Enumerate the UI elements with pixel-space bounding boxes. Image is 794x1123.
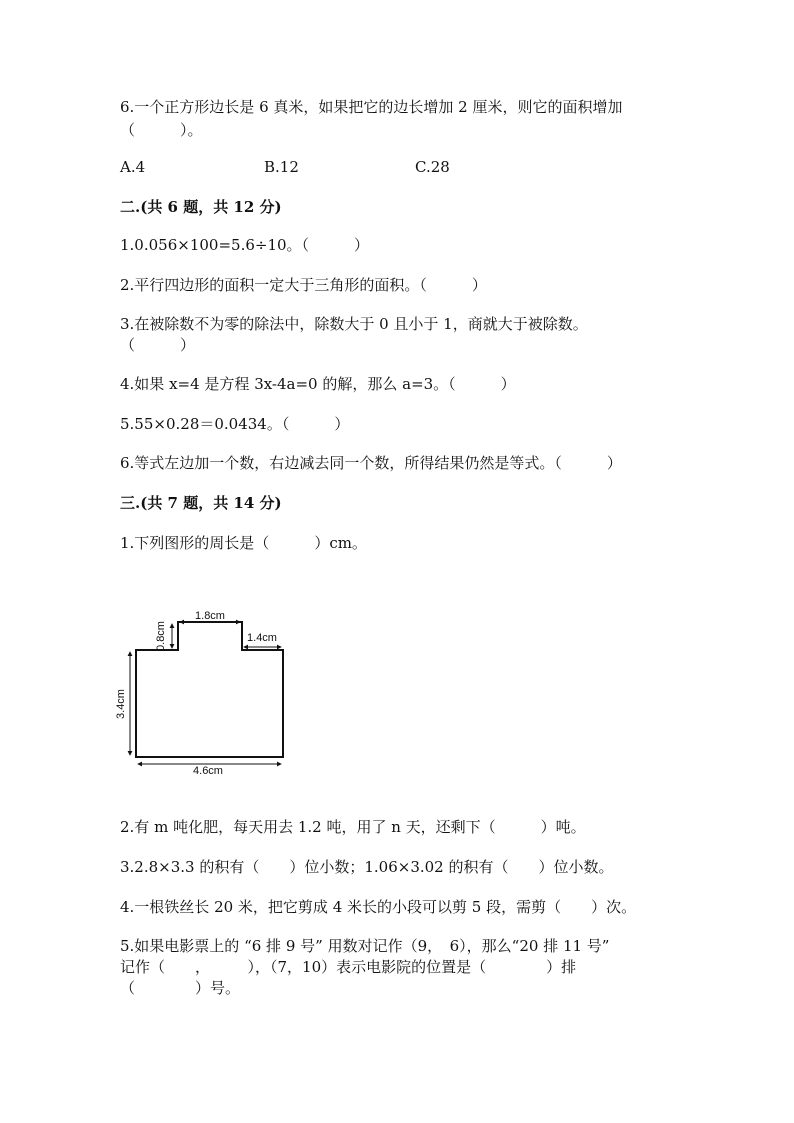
section-3-question-5-line3: （ ）号。 [120,979,241,997]
label-right: 1.4cm [247,632,277,644]
choice-b: B.12 [264,158,299,176]
label-left: 3.4cm [115,689,127,719]
perimeter-figure [110,600,300,780]
section-3-question-5-line1: 5.如果电影票上的 “6 排 9 号” 用数对记作（9， 6），那么“20 排 11 号” [120,937,610,955]
label-bottom: 4.6cm [193,765,223,777]
section-2-item-4: 4.如果 x=4 是方程 3x-4a=0 的解，那么 a=3。（ ） [120,375,516,393]
section-3-question-2: 2.有 m 吨化肥，每天用去 1.2 吨，用了 n 天，还剩下（ ）吨。 [120,818,586,836]
section-2-item-3: 3.在被除数不为零的除法中，除数大于 0 且小于 1，商就大于被除数。 [120,315,588,333]
section-2-item-1: 1.0.056×100=5.6÷10。（ ） [120,236,370,254]
section-2-item-3-cont: （ ） [120,336,196,354]
choice-c: C.28 [415,158,450,176]
section-2-heading: 二.(共 6 题，共 12 分) [120,198,282,216]
section-3-question-1: 1.下列图形的周长是（ ）cm。 [120,534,367,552]
section-2-item-2: 2.平行四边形的面积一定大于三角形的面积。（ ） [120,276,487,294]
choice-a: A.4 [120,158,146,176]
section-3-question-4: 4.一根铁丝长 20 米，把它剪成 4 米长的小段可以剪 5 段，需剪（ ）次。 [120,898,637,916]
question-6-line2: （ ）。 [120,121,203,139]
section-3-heading: 三.(共 7 题，共 14 分) [120,494,282,512]
question-6-line1: 6.一个正方形边长是 6 真米，如果把它的边长增加 2 厘米，则它的面积增加 [120,98,623,116]
section-2-item-6: 6.等式左边加一个数，右边减去同一个数，所得结果仍然是等式。（ ） [120,454,622,472]
section-3-question-3: 3.2.8×3.3 的积有（ ）位小数；1.06×3.02 的积有（ ）位小数。 [120,858,614,876]
label-left-small: 0.8cm [155,621,167,651]
label-top: 1.8cm [195,610,225,622]
section-2-item-5: 5.55×0.28＝0.0434。（ ） [120,415,350,433]
section-3-question-5-line2: 记作（ ， ），（7，10）表示电影院的位置是（ ）排 [120,958,577,976]
